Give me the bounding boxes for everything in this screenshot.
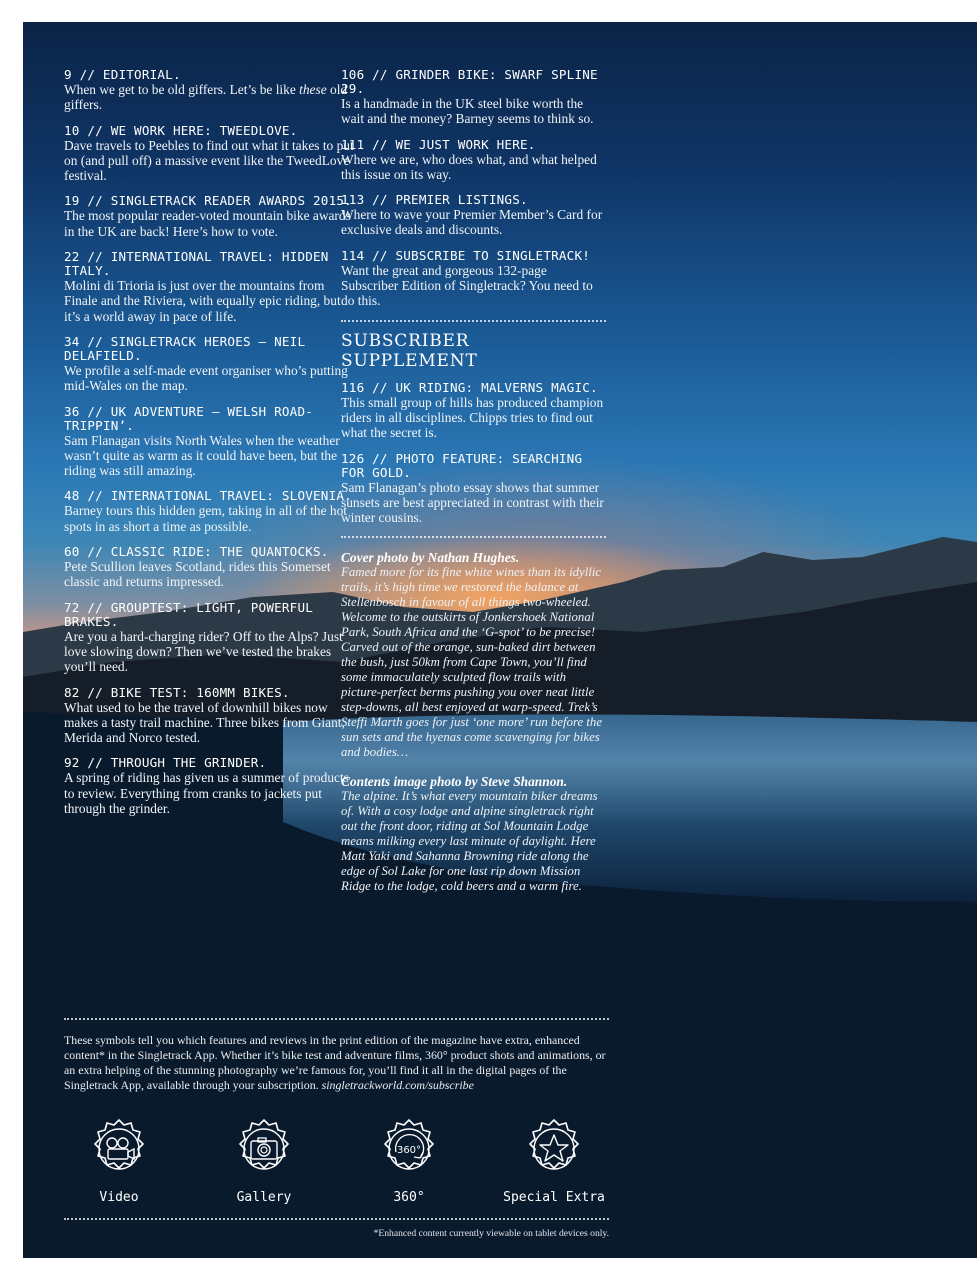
icon-label: Special Extra [503,1190,605,1205]
entry-title: 34 // SINGLETRACK HEROES – NEIL DELAFIELD. [64,333,306,363]
entry-title: 82 // BIKE TEST: 160MM BIKES. [64,684,290,700]
icon-label: 360° [393,1190,425,1205]
contents-photo-credit [341,774,606,894]
entry-description: Molini di Trioria is just over the mountains from Finale and the Riviera, with equally epic riding, but it’s a world away in pace of life. [64,278,341,324]
entry-description: What used to be the travel of downhill bikes now makes a tasty trail machine. Three bikes from Giant, Merida and Norco tested. [64,699,345,746]
contents-entry[interactable] [64,124,354,184]
entry-description: Sam Flanagan visits North Wales when the weather wasn’t quite as warm as it could have been, but the riding was still amazing. [64,432,340,479]
dotted-divider [341,320,606,322]
contents-entry[interactable] [64,194,354,239]
subscriber-supplement-heading: SUBSCRIBER SUPPLEMENT [341,330,478,371]
contents-page [23,22,977,1258]
entry-description-text: When we get to be old giffers. Let’s be like [64,82,300,97]
contents-entry[interactable] [64,335,354,394]
contents-entry[interactable] [64,489,354,534]
entry-title: 22 // INTERNATIONAL TRAVEL: HIDDEN ITALY. [64,249,329,279]
icon-360[interactable] [354,1114,464,1205]
contents-entry[interactable] [64,756,354,816]
contents-entry[interactable] [341,452,606,526]
entry-title: 36 // UK ADVENTURE – WELSH ROAD-TRIPPIN’. [64,403,314,433]
contents-left-column [64,68,354,827]
contents-right-column [341,68,606,908]
icon-label: Gallery [236,1190,292,1205]
entry-description-text: old giffers. [64,82,348,113]
icon-label: Video [99,1190,139,1205]
icon-video[interactable] [64,1114,174,1205]
video-camera-icon [84,1114,154,1184]
entry-title: 113 // PREMIER LISTINGS. [341,192,528,208]
entry-title: 72 // GROUPTEST: LIGHT, POWERFUL BRAKES. [64,599,314,629]
entry-description: This small group of hills has produced champion riders in all disciplines. Chipps tries to find out what the secret is. [341,394,604,441]
contents-entry[interactable] [341,193,606,238]
entry-description: We profile a self-made event organiser who’s putting mid-Wales on the map. [64,362,348,394]
entry-description: Sam Flanagan’s photo essay shows that summer sunsets are best appreciated in contrast with their winter cousins. [341,479,604,526]
entry-title: 10 // WE WORK HERE: TWEEDLOVE. [64,122,298,138]
contents-entry[interactable] [64,545,354,590]
entry-description: Where to wave your Premier Member’s Card for exclusive deals and discounts. [341,207,603,238]
blurb-text: These symbols tell you which features and reviews in the print edition of the magazine have extra, enhanced content* in the Singletrack App. Whether it’s bike test and adventure films, 360° product shots and animations, or an extra helping of the stunning photography we’re famous for, you’ll find it all in the digital pages of the Singletrack App, available through your subscription. [64,1033,606,1092]
subscribe-link[interactable]: singletrackworld.com/subscribe [321,1078,474,1092]
entry-description: Are you a hard-charging rider? Off to the Alps? Just love slowing down? Then we’ve tested the brakes you’ll need. [64,628,343,675]
entry-description: The most popular reader-voted mountain bike awards in the UK are back! Here’s how to vote. [64,208,351,239]
contents-entry[interactable] [64,68,354,113]
entry-description: Pete Scullion leaves Scotland, rides this Somerset classic and returns impressed. [64,559,331,590]
contents-entry[interactable] [341,381,606,441]
dotted-divider [341,536,606,538]
enhanced-content-icons [64,1114,609,1209]
icon-360-glyph: 360° [396,1145,422,1156]
cover-photo-credit [341,550,606,760]
contents-entry[interactable] [64,686,354,746]
entry-title: 92 // THROUGH THE GRINDER. [64,755,267,771]
rotate-360-icon [374,1114,444,1184]
entry-title: 114 // SUBSCRIBE TO SINGLETRACK! [341,247,591,263]
contents-entry[interactable] [341,138,606,183]
entry-title: 126 // PHOTO FEATURE: SEARCHING FOR GOLD. [341,450,583,480]
icon-gallery[interactable] [209,1114,319,1205]
entry-description: Where we are, who does what, and what helped this issue on its way. [341,151,597,182]
entry-title: 48 // INTERNATIONAL TRAVEL: SLOVENIA. [64,488,352,504]
entry-description [64,82,354,113]
icon-special-extra[interactable] [499,1114,609,1205]
star-icon [519,1114,589,1184]
entry-title: 106 // GRINDER BIKE: SWARF SPLINE 29. [341,67,598,96]
contents-entry[interactable] [64,601,354,675]
entry-description-emphasis: these [299,82,327,97]
entry-description: Is a handmade in the UK steel bike worth the wait and the money? Barney seems to think so. [341,96,594,127]
dotted-divider [64,1018,609,1020]
entry-title: 9 // EDITORIAL. [64,67,181,82]
entry-title: 60 // CLASSIC RIDE: THE QUANTOCKS. [64,544,329,560]
entry-description: Want the great and gorgeous 132-page Subscriber Edition of Singletrack? You need to do this. [341,262,593,309]
enhanced-content-blurb [64,1033,609,1093]
footnote: *Enhanced content currently viewable on tablet devices only. [373,1228,609,1239]
contents-entry[interactable] [341,249,606,309]
contents-credit-title: Contents image photo by Steve Shannon. [341,774,568,790]
entry-title: 111 // WE JUST WORK HERE. [341,136,536,152]
camera-icon [229,1114,299,1184]
contents-entry[interactable] [341,68,606,127]
contents-entry[interactable] [64,250,354,324]
entry-description: A spring of riding has given us a summer of products to review. Everything from cranks to jackets put through the grinder. [64,770,349,817]
contents-credit-text: The alpine. It’s what every mountain biker dreams of. With a cosy lodge and alpine singletrack right out the front door, riding at Sol Mountain Lodge means milking every last minute of daylight. Here Matt Yaki and Sahanna Browning ride along the edge of Sol Lake for one last rip down Mission Ridge to the lodge, cold beers and a warm fire. [341,789,598,894]
entry-title: 116 // UK RIDING: MALVERNS MAGIC. [341,379,598,395]
entry-description: Dave travels to Peebles to find out what it takes to put on (and pull off) a massive event like the TweedLove festival. [64,137,354,184]
contents-entry[interactable] [64,405,354,479]
cover-credit-title: Cover photo by Nathan Hughes. [341,550,520,566]
entry-description: Barney tours this hidden gem, taking in all of the hot spots in as short a time as possible. [64,503,348,534]
dotted-divider [64,1218,609,1220]
entry-title: 19 // SINGLETRACK READER AWARDS 2015. [64,193,352,209]
cover-credit-text: Famed more for its fine white wines than its idyllic trails, it’s high time we restored the balance at Stellenbosch in favour of all things two-wheeled. Welcome to the outskirts of Jonkershoek National Park, South Africa and the ‘G-spot’ to be precise! Carved out of the orange, sun-baked dirt between the bush, just 50km from Cape Town, you’ll find some immaculately sculpted flow trails with picture-perfect berms pushing you over neat little step-downs, all best enjoyed at warp-speed. Trek’s Steffi Marth goes for just ‘one more’ run before the sun sets and the hyenas come scavenging for bikes and bodies… [341,565,602,760]
